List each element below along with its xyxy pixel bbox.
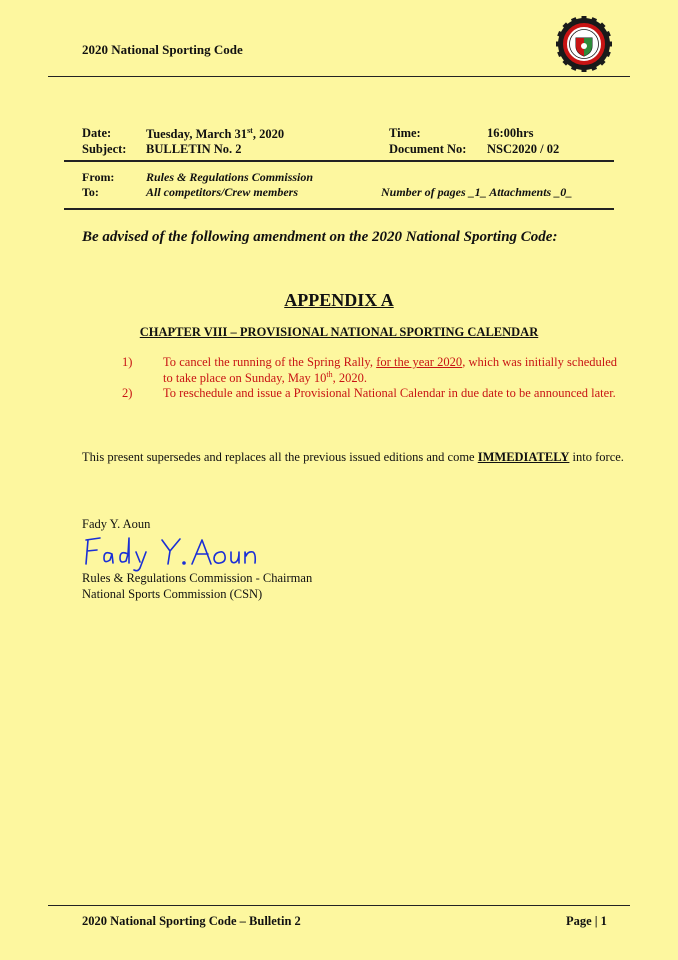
header-divider <box>48 76 630 77</box>
from-value: Rules & Regulations Commission <box>146 170 314 184</box>
footer-divider <box>48 905 630 906</box>
subject-value: BULLETIN No. 2 <box>146 142 242 156</box>
chapter-title: CHAPTER VIII – PROVISIONAL NATIONAL SPORTING CALENDAR <box>139 325 539 339</box>
supersede-paragraph: This present supersedes and replaces all the previous issued editions and come IMMEDIATELY into force. <box>82 450 624 464</box>
subject-label: Subject: <box>82 142 127 156</box>
time-value: 16:00hrs <box>487 126 534 140</box>
to-value: All competitors/Crew members <box>146 185 298 199</box>
footer-title: 2020 National Sporting Code – Bulletin 2 <box>82 914 301 928</box>
page-number: Page | 1 <box>566 914 607 928</box>
meta-bottom-divider <box>64 208 614 210</box>
handwritten-signature <box>80 532 280 572</box>
appendix-title: APPENDIX A <box>284 290 394 310</box>
document-number-label: Document No: <box>389 142 467 156</box>
federation-seal-icon <box>556 16 612 72</box>
meta-divider <box>64 160 614 162</box>
list-item-number: 2) <box>122 386 133 400</box>
to-label: To: <box>82 185 99 199</box>
date-label: Date: <box>82 126 112 140</box>
signatory-organization: National Sports Commission (CSN) <box>82 587 263 601</box>
signatory-name: Fady Y. Aoun <box>82 517 151 531</box>
list-item-text: To reschedule and issue a Provisional National Calendar in due date to be announced later. <box>163 386 616 400</box>
header-title: 2020 National Sporting Code <box>82 42 243 57</box>
pages-attachments: Number of pages _1_ Attachments _0_ <box>381 185 573 199</box>
list-item-number: 1) <box>122 355 133 369</box>
document-number-value: NSC2020 / 02 <box>487 142 560 156</box>
date-value: Tuesday, March 31st, 2020 <box>146 126 285 142</box>
signatory-role: Rules & Regulations Commission - Chairman <box>82 571 313 585</box>
time-label: Time: <box>389 126 421 140</box>
from-label: From: <box>82 170 115 184</box>
intro-text: Be advised of the following amendment on the 2020 National Sporting Code: <box>82 229 558 245</box>
list-item-text: To cancel the running of the Spring Rally, for the year 2020, which was initially scheduled to take place on Sunday, May 10th, 2020. <box>163 355 618 385</box>
list-item <box>122 386 622 418</box>
list-item <box>122 355 622 387</box>
